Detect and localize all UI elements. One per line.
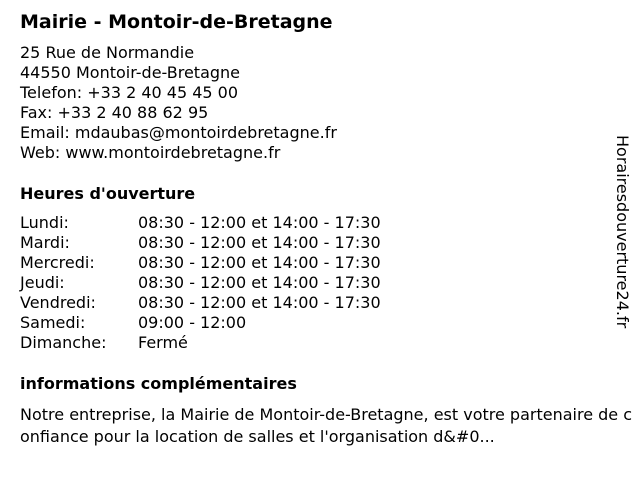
hours-time: 09:00 - 12:00 — [138, 313, 247, 332]
hours-day: Samedi: — [20, 313, 86, 332]
hours-row — [20, 253, 381, 273]
address-street: 25 Rue de Normandie — [20, 43, 195, 62]
description-text: Notre entreprise, la Mairie de Montoir-de-Bretagne, est votre partenaire de confiance pour la location de salles et l'organisation d&#0... — [20, 405, 632, 446]
hours-time: 08:30 - 12:00 et 14:00 - 17:30 — [138, 233, 381, 252]
fax-line: Fax: +33 2 40 88 62 95 — [20, 103, 209, 122]
hours-row — [20, 233, 381, 253]
watermark-text: Horairesdouverture24.fr — [613, 135, 632, 329]
contact-block — [20, 43, 337, 163]
hours-day: Mardi: — [20, 233, 70, 252]
hours-row — [20, 213, 381, 233]
hours-row — [20, 273, 381, 293]
web-line: Web: www.montoirdebretagne.fr — [20, 143, 281, 162]
hours-time: Fermé — [138, 333, 188, 352]
hours-day: Lundi: — [20, 213, 69, 232]
opening-hours-heading: Heures d'ouverture — [20, 184, 196, 203]
hours-day: Vendredi: — [20, 293, 96, 312]
hours-row — [20, 293, 381, 313]
hours-day: Mercredi: — [20, 253, 95, 272]
address-city: 44550 Montoir-de-Bretagne — [20, 63, 241, 82]
page-title: Mairie - Montoir-de-Bretagne — [20, 11, 333, 33]
hours-row — [20, 333, 381, 353]
hours-row — [20, 313, 381, 333]
hours-time: 08:30 - 12:00 et 14:00 - 17:30 — [138, 253, 381, 272]
hours-day: Dimanche: — [20, 333, 107, 352]
hours-time: 08:30 - 12:00 et 14:00 - 17:30 — [138, 273, 381, 292]
additional-info-heading: informations complémentaires — [20, 374, 297, 393]
hours-time: 08:30 - 12:00 et 14:00 - 17:30 — [138, 213, 381, 232]
hours-time: 08:30 - 12:00 et 14:00 - 17:30 — [138, 293, 381, 312]
phone-line: Telefon: +33 2 40 45 45 00 — [20, 83, 239, 102]
opening-hours-table — [20, 213, 381, 353]
hours-day: Jeudi: — [20, 273, 65, 292]
email-line: Email: mdaubas@montoirdebretagne.fr — [20, 123, 337, 142]
